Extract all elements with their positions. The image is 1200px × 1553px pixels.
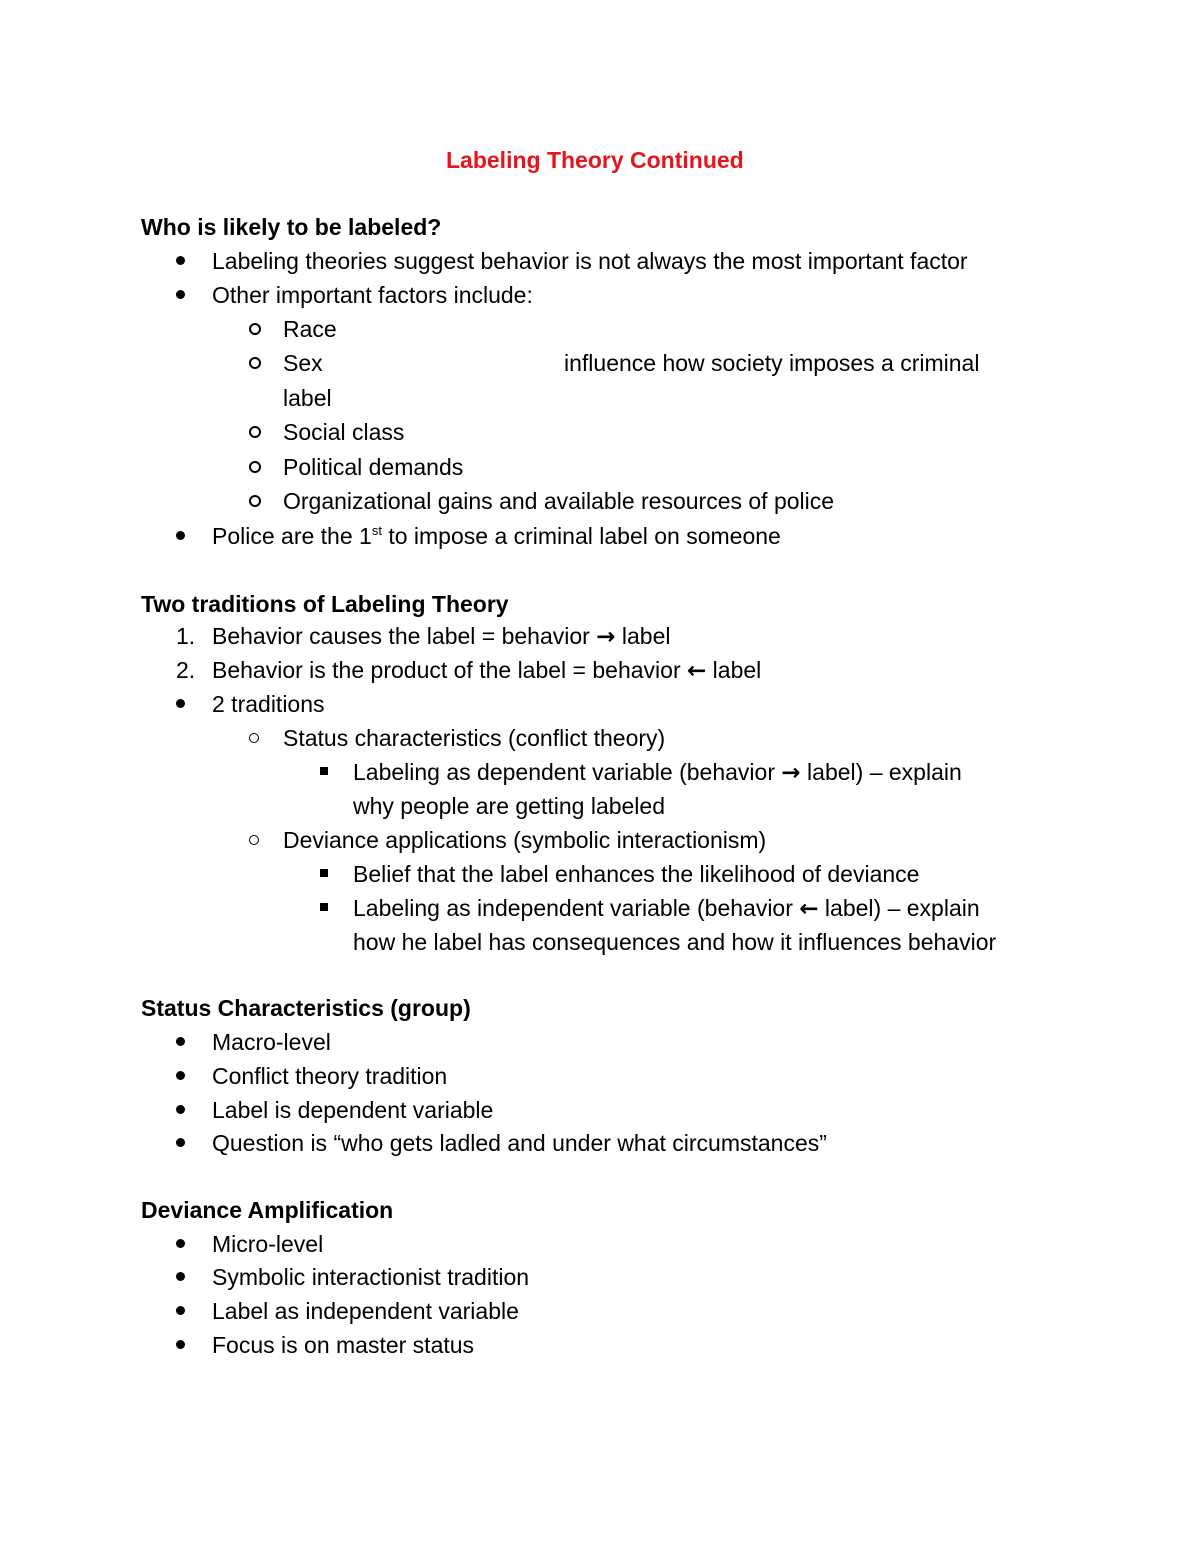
bullet-text: Macro-level [212, 1029, 331, 1055]
bullet-icon [176, 1272, 185, 1281]
dependent-variable-end: label) – explain [800, 759, 962, 785]
bullet-text [212, 521, 781, 551]
bullet-text: Label is dependent variable [212, 1097, 494, 1123]
bullet-icon [176, 1037, 185, 1046]
bullet-icon [176, 290, 185, 299]
sub-sub-bullet-wrap: why people are getting labeled [353, 793, 666, 819]
numbered-item-end: label [706, 657, 762, 683]
section-heading-deviance-amplification: Deviance Amplification [141, 1197, 394, 1223]
square-bullet-icon [320, 767, 328, 775]
independent-variable-end: label) – explain [818, 895, 980, 921]
bullet-icon [176, 1138, 185, 1147]
sub-sub-bullet-text: Belief that the label enhances the likelihood of deviance [353, 861, 920, 887]
section-heading-status-characteristics: Status Characteristics (group) [141, 995, 471, 1021]
circle-bullet-icon [249, 495, 261, 507]
influence-note-wrap: label [283, 385, 332, 411]
bullet-icon [176, 699, 185, 708]
list-number: 2. [176, 657, 196, 683]
circle-bullet-icon [249, 733, 259, 743]
circle-bullet-icon [249, 426, 261, 438]
arrow-right-icon: → [781, 760, 801, 786]
sub-bullet-text: Political demands [283, 454, 464, 480]
section-heading-who-labeled: Who is likely to be labeled? [141, 214, 442, 240]
circle-bullet-icon [249, 835, 259, 845]
circle-bullet-icon [249, 323, 261, 335]
circle-bullet-icon [249, 357, 261, 369]
arrow-left-icon: ← [687, 658, 707, 684]
bullet-icon [176, 1105, 185, 1114]
bullet-icon [176, 531, 185, 540]
bullet-text: Focus is on master status [212, 1332, 475, 1358]
bullet-text: Labeling theories suggest behavior is not always the most important factor [212, 248, 968, 274]
police-text-post: to impose a criminal label on someone [381, 523, 781, 549]
list-number: 1. [176, 623, 196, 649]
bullet-text: Question is “who gets ladled and under what circumstances” [212, 1130, 827, 1156]
numbered-item [212, 621, 670, 651]
independent-variable-text: Labeling as independent variable (behavior [353, 895, 793, 921]
sub-bullet-text: Status characteristics (conflict theory) [283, 725, 666, 751]
police-superscript: st [371, 523, 382, 538]
sub-bullet-text: Deviance applications (symbolic interactionism) [283, 827, 767, 853]
influence-note: influence how society imposes a criminal [564, 350, 980, 376]
page-title: Labeling Theory Continued [446, 147, 744, 173]
bullet-icon [176, 256, 185, 265]
bullet-icon [176, 1239, 185, 1248]
arrow-left-icon: ← [799, 896, 819, 922]
bullet-text: Conflict theory tradition [212, 1063, 448, 1089]
numbered-item-text: Behavior is the product of the label = behavior [212, 657, 681, 683]
arrow-right-icon: → [596, 624, 616, 650]
bullet-text: 2 traditions [212, 691, 325, 717]
numbered-item-text: Behavior causes the label = behavior [212, 623, 590, 649]
numbered-item [212, 655, 761, 685]
bullet-icon [176, 1071, 185, 1080]
sub-sub-bullet-text [353, 757, 962, 787]
sub-bullet-text: Organizational gains and available resources of police [283, 488, 835, 514]
circle-bullet-icon [249, 461, 261, 473]
bullet-icon [176, 1340, 185, 1349]
square-bullet-icon [320, 903, 328, 911]
bullet-text: Label as independent variable [212, 1298, 519, 1324]
sub-bullet-text: Race [283, 316, 337, 342]
bullet-text: Symbolic interactionist tradition [212, 1264, 530, 1290]
sub-sub-bullet-wrap: how he label has consequences and how it influences behavior [353, 929, 997, 955]
sub-bullet-text: Social class [283, 419, 405, 445]
bullet-icon [176, 1306, 185, 1315]
square-bullet-icon [320, 869, 328, 877]
sub-bullet-text: Sex [283, 350, 323, 376]
numbered-item-end: label [615, 623, 671, 649]
sub-sub-bullet-text [353, 893, 980, 923]
dependent-variable-text: Labeling as dependent variable (behavior [353, 759, 775, 785]
bullet-text: Other important factors include: [212, 282, 533, 308]
section-heading-two-traditions: Two traditions of Labeling Theory [141, 591, 509, 617]
bullet-text: Micro-level [212, 1231, 324, 1257]
police-text-pre: Police are the 1 [212, 523, 372, 549]
